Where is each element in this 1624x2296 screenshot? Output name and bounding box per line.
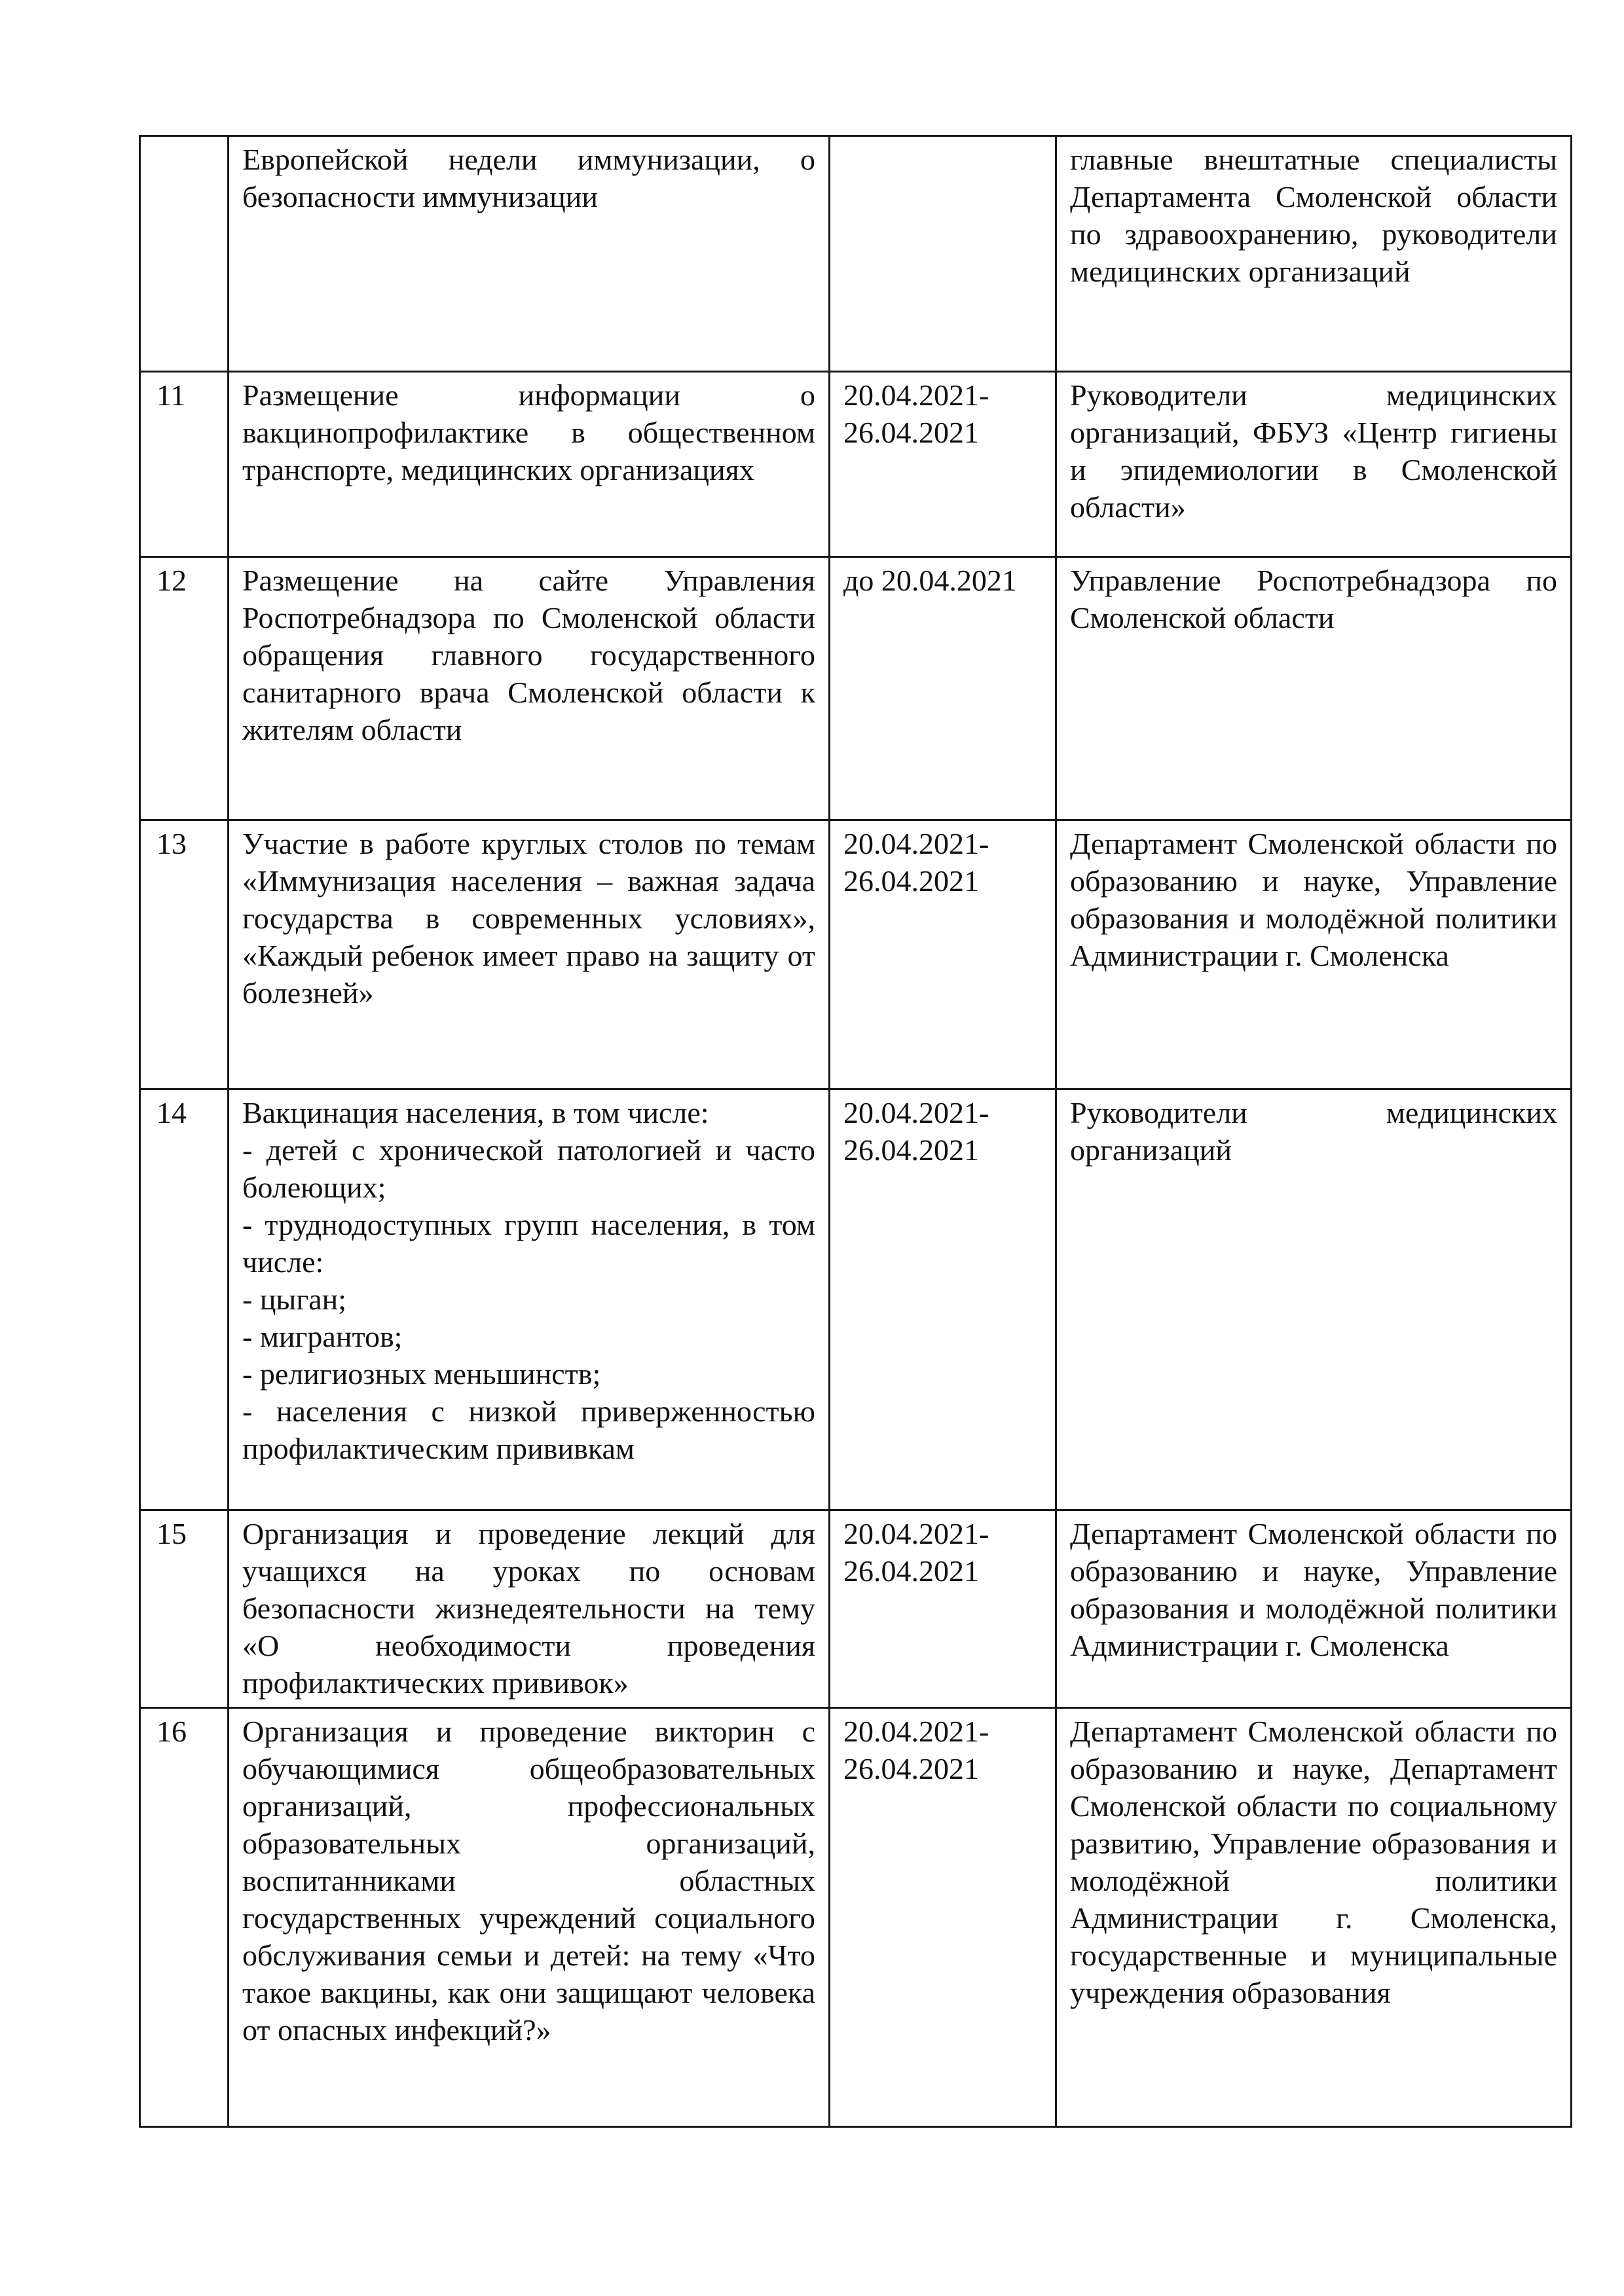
- date-end: 26.04.2021: [843, 1752, 979, 1785]
- date-cell: [830, 820, 1056, 1089]
- row-number: 14: [140, 1089, 229, 1510]
- row-number: 11: [140, 372, 229, 557]
- date-start: 20.04.2021-: [843, 378, 989, 412]
- events-table: [139, 135, 1572, 2128]
- activity-line: Вакцинация населения, в том числе:: [242, 1096, 709, 1129]
- document-page: [139, 135, 1570, 2128]
- row-number: 15: [140, 1510, 229, 1708]
- table-row: [140, 1089, 1572, 1510]
- table-row: [140, 1510, 1572, 1708]
- activity-line: - мигрантов;: [242, 1320, 403, 1353]
- table-row: [140, 557, 1572, 820]
- activity-line: - религиозных меньшинств;: [242, 1357, 601, 1391]
- date-cell: [830, 1708, 1056, 2127]
- activity-cell: Участие в работе круглых столов по темам «Иммунизация населения – важная задача государства в современных условиях», «Каждый ребенок имеет право на защиту от болезней»: [229, 820, 830, 1089]
- responsible-cell: главные внештатные специалисты Департамента Смоленской области по здравоохранению, руководители медицинских организаций: [1056, 136, 1572, 372]
- table-row: [140, 136, 1572, 372]
- date-end: 26.04.2021: [843, 416, 979, 449]
- activity-cell: [229, 1089, 830, 1510]
- date-start: 20.04.2021-: [843, 827, 989, 860]
- activity-line: - труднодоступных групп населения, в том числе:: [242, 1208, 815, 1279]
- date-end: 26.04.2021: [843, 1554, 979, 1588]
- responsible-cell: Руководители медицинских организаций, ФБУЗ «Центр гигиены и эпидемиологии в Смоленской области»: [1056, 372, 1572, 557]
- row-number: 13: [140, 820, 229, 1089]
- date-cell: [830, 136, 1056, 372]
- date-end: 26.04.2021: [843, 864, 979, 898]
- activity-line: - детей с хронической патологией и часто болеющих;: [242, 1133, 815, 1204]
- activity-cell: Организация и проведение лекций для учащихся на уроках по основам безопасности жизнедеятельности на тему «О необходимости проведения профилактических прививок»: [229, 1510, 830, 1708]
- date-cell: [830, 1089, 1056, 1510]
- activity-cell: Размещение на сайте Управления Роспотребнадзора по Смоленской области обращения главного государственного санитарного врача Смоленской области к жителям области: [229, 557, 830, 820]
- responsible-cell: Управление Роспотребнадзора по Смоленской области: [1056, 557, 1572, 820]
- date-cell: [830, 372, 1056, 557]
- activity-cell: Размещение информации о вакцинопрофилактике в общественном транспорте, медицинских организациях: [229, 372, 830, 557]
- responsible-cell: Департамент Смоленской области по образованию и науке, Управление образования и молодёжной политики Администрации г. Смоленска: [1056, 1510, 1572, 1708]
- date-start: 20.04.2021-: [843, 1517, 989, 1550]
- row-number: 12: [140, 557, 229, 820]
- row-number: [140, 136, 229, 372]
- row-number: 16: [140, 1708, 229, 2127]
- date-cell: [830, 1510, 1056, 1708]
- responsible-cell: Департамент Смоленской области по образованию и науке, Департамент Смоленской области по социальному развитию, Управление образования и молодёжной политики Администрации г. Смоленска, государственные и муниципальные учреждения образования: [1056, 1708, 1572, 2127]
- activity-line: - цыган;: [242, 1283, 347, 1316]
- date-start: 20.04.2021-: [843, 1715, 989, 1748]
- date-end: 26.04.2021: [843, 1133, 979, 1167]
- date-deadline: до 20.04.2021: [843, 564, 1017, 597]
- table-row: [140, 820, 1572, 1089]
- responsible-cell: Руководители медицинских организаций: [1056, 1089, 1572, 1510]
- date-cell: [830, 557, 1056, 820]
- table-row: [140, 372, 1572, 557]
- activity-cell: Европейской недели иммунизации, о безопасности иммунизации: [229, 136, 830, 372]
- table-row: [140, 1708, 1572, 2127]
- activity-line: - населения с низкой приверженностью профилактическим прививкам: [242, 1394, 815, 1465]
- responsible-cell: Департамент Смоленской области по образованию и науке, Управление образования и молодёжной политики Администрации г. Смоленска: [1056, 820, 1572, 1089]
- date-start: 20.04.2021-: [843, 1096, 989, 1129]
- activity-cell: Организация и проведение викторин с обучающимися общеобразовательных организаций, профессиональных образовательных организаций, воспитанниками областных государственных учреждений социального обслуживания семьи и детей: на тему «Что такое вакцины, как они защищают человека от опасных инфекций?»: [229, 1708, 830, 2127]
